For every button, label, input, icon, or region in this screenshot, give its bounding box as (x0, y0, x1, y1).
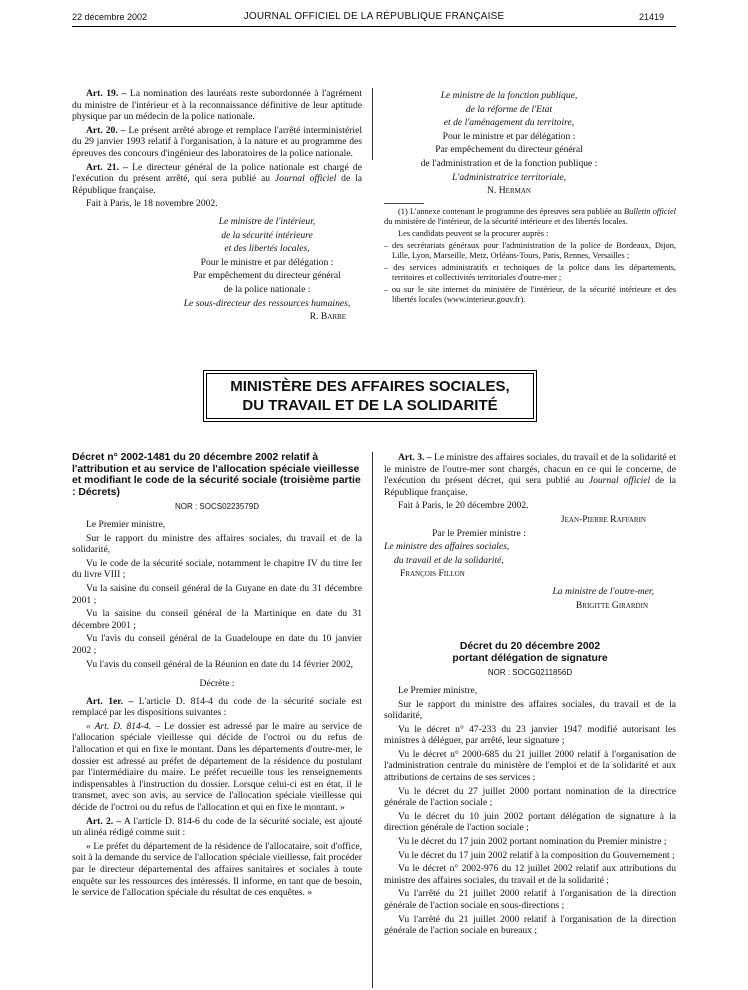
visa: Vu l'arrêté du 21 juillet 2000 relatif à l'organisation de la direction générale de l'action sociale en bureaux ; (384, 913, 676, 937)
visa: Vu la saisine du conseil général de la Martinique en date du 31 décembre 2001 ; (72, 608, 362, 631)
footnote-item: – des services administratifs et techniques de la police dans les départements, territoires et collectivités territoriales d'outre-mer ; (384, 262, 676, 282)
visa: Sur le rapport du ministre des affaires sociales, du travail et de la solidarité, (72, 532, 362, 556)
visa: Vu l'avis du conseil général de la Guadeloupe en date du 10 janvier 2002 ; (72, 633, 362, 656)
page-header (0, 6, 748, 24)
journal-title: JOURNAL OFFICIEL DE LA RÉPUBLIQUE FRANÇAISE (243, 11, 505, 22)
column-divider-bottom (372, 452, 373, 988)
decree-2-title-2: portant délégation de signature (452, 652, 608, 664)
visa: Vu le décret du 27 juillet 2000 portant nomination de la directrice générale de l'action sociale ; (384, 785, 676, 809)
visa: Le Premier ministre, (86, 518, 166, 530)
fait-a-paris: Fait à Paris, le 18 novembre 2002. (86, 198, 218, 210)
signature-name: Brigitte Girardin (575, 599, 648, 611)
page-number: 21419 (638, 12, 664, 22)
decree-1-column (72, 452, 362, 901)
column-divider-top (372, 88, 373, 160)
decrete: Décrète : (199, 678, 235, 690)
top-right-column (384, 90, 676, 307)
top-left-column (72, 88, 362, 325)
signature-ministre-outre-mer: La ministre de l'outre-mer, (552, 585, 654, 597)
visa: Vu la saisine du conseil général de la Guyane en date du 31 décembre 2001 ; (72, 582, 362, 606)
ministry-heading-box (206, 373, 534, 419)
article-19: Art. 19. – La nomination des lauréats reste subordonnée à l'agrément du ministre de l'intérieur et à la reconnaissance définitive de leur aptitude physique par un médecin de la police nationale. (72, 88, 362, 123)
visa: Vu le décret n° 2000-685 du 21 juillet 2000 relatif à l'organisation de l'administration centrale du ministère de l'emploi et de la solidarité et aux attributions de certains de ses services ; (384, 748, 676, 784)
visa: Vu l'avis du conseil général de la Réunion en date du 14 février 2002, (86, 658, 354, 670)
article-20: Art. 20. – Le présent arrêté abroge et remplace l'arrêté interministériel du 29 janvier 1993 relatif à l'organisation, à la nature et au programme des épreuves des concours d'ingénieur des laboratoires de la police nationale. (72, 124, 362, 159)
article-2: Art. 2. – A l'article D. 814-6 du code de la sécurité sociale, est ajouté un alinéa rédigé comme suit : (72, 815, 362, 839)
decree-1-continued-column (384, 452, 676, 939)
visa: Vu l'arrêté du 21 juillet 2000 relatif à l'organisation de la direction générale de l'action sociale en sous-directions ; (384, 888, 676, 911)
signature-ministre-affaires-sociales: Le ministre des affaires sociales, (384, 541, 510, 553)
article-1: Art. 1er. – L'article D. 814-4 du code de la sécurité sociale est remplacé par les dispositions suivantes : (72, 695, 362, 719)
footnote-item: – des secrétariats généraux pour l'administration de la police de Bordeaux, Dijon, Lille, Lyon, Marseille, Metz, Orléans-Tours, Paris, Rennes, Versailles ; (384, 240, 676, 260)
article-3: Art. 3. – Le ministre des affaires sociales, du travail et de la solidarité et le ministre de l'outre-mer sont chargés, chacun en ce qui le concerne, de l'exécution du présent décret, qui sera publié au Journal officiel de la République française. (384, 452, 676, 498)
signature-block-fonction-publique: Le ministre de la fonction publique, de la réforme de l'Etat et de l'aménagement du territoire, Pour le ministre et par délégation : Par empêchement du directeur général de l'administration et de la fonction publique : L'administratrice territoriale, N. Herman (420, 90, 598, 197)
fait-a-paris: Fait à Paris, le 20 décembre 2002. (398, 500, 529, 512)
article-1-quote: « Art. D. 814-4. – Le dossier est adressé par le maire au service de l'allocation spéciale vieillesse qui décide de l'octroi ou du refus de l'allocation et qui en fixe le montant. Dans les départements d'outre-mer, le dossier est adressé au préfet de département de la résidence du postulant par l'intermédiaire du maire. Le préfet recueille tous les renseignements indispensables à l'instruction du dossier. Lorsque celui-ci est en état, il le transmet, avec son avis, au service de l'allocation spéciale vieillesse qui décide de l'octroi ou du refus de l'allocation et qui en fixe le montant. » (72, 720, 362, 814)
article-21: Art. 21. – Le directeur général de la police nationale est chargé de l'exécution du présent arrêté, qui sera publié au Journal officiel de la République française. (72, 161, 362, 196)
ministry-line-2: DU TRAVAIL ET DE LA SOLIDARITÉ (242, 397, 498, 414)
footnote-1: (1) L'annexe contenant le programme des épreuves sera publiée au Bulletin officiel du ministère de l'intérieur, de la sécurité intérieure et des libertés locales. (384, 206, 676, 226)
footnote-item: – ou sur le site internet du ministère de l'intérieur, de la sécurité intérieure et des libertés locales (www.interieur.gouv.fr). (384, 284, 676, 304)
visa: Vu le décret du 17 juin 2002 relatif à la composition du Gouvernement ; (398, 849, 675, 861)
decree-2-title-1: Décret du 20 décembre 2002 (459, 641, 601, 653)
decree-1-title: Décret n° 2002-1481 du 20 décembre 2002 relatif à l'attribution et au service de l'allocation spéciale vieillesse et modifiant le code de la sécurité sociale (troisième partie : Décrets) (72, 452, 361, 498)
visa: Le Premier ministre, (398, 684, 478, 696)
signature-block-interieur: Le ministre de l'intérieur, de la sécurité intérieure et des libertés locales, Pour le ministre et par délégation : Par empêchement du directeur général de la police nationale : Le sous-directeur des ressources humaines, R. Barbe (183, 215, 351, 323)
ministry-line-1: MINISTÈRE DES AFFAIRES SOCIALES, (230, 378, 510, 395)
article-2-quote: « Le préfet du département de la résidence de l'allocataire, soit d'office, soit à la demande du service de l'allocation spéciale vieillesse, fait procéder par le directeur départemental des affaires sanitaires et sociales à toute enquête sur les ressources des intéressés. Il informe, en tant que de besoin, le service de l'allocation spéciale du résultat de ces enquêtes. » (72, 840, 362, 899)
visa: Vu le décret du 17 juin 2002 portant nomination du Premier ministre ; (398, 836, 667, 848)
header-rule (72, 26, 676, 27)
footnote-rule (384, 203, 424, 204)
signature-premier-ministre: Jean-Pierre Raffarin (560, 513, 646, 525)
decree-2 (384, 641, 676, 937)
par-le-premier-ministre: Par le Premier ministre : (432, 527, 526, 539)
footnote-intro: Les candidats peuvent se la procurer auprès : (398, 228, 549, 238)
decree-2-nor: NOR : SOCG0211856D (487, 668, 573, 678)
visa: Vu le code de la sécurité sociale, notamment le chapitre IV du titre Ier du livre VIII ; (72, 557, 362, 581)
signature-name: François Fillon (400, 568, 465, 580)
header-date: 22 décembre 2002 (72, 12, 148, 22)
visa: Sur le rapport du ministre des affaires sociales, du travail et de la solidarité, (384, 698, 676, 722)
decree-1-nor: NOR : SOCS0223579D (174, 502, 260, 512)
signature-line: du travail et de la solidarité, (394, 554, 504, 566)
visa: Vu le décret du 10 juin 2002 portant délégation de signature à la direction générale de l'action sociale ; (384, 810, 676, 834)
footnote (384, 207, 676, 305)
visa: Vu le décret n° 47-233 du 23 janvier 1947 modifié autorisant les ministres à déléguer, par arrêté, leur signature ; (384, 723, 676, 747)
visa: Vu le décret n° 2002-976 du 12 juillet 2002 relatif aux attributions du ministre des affaires sociales, du travail et de la solidarité ; (384, 863, 676, 886)
